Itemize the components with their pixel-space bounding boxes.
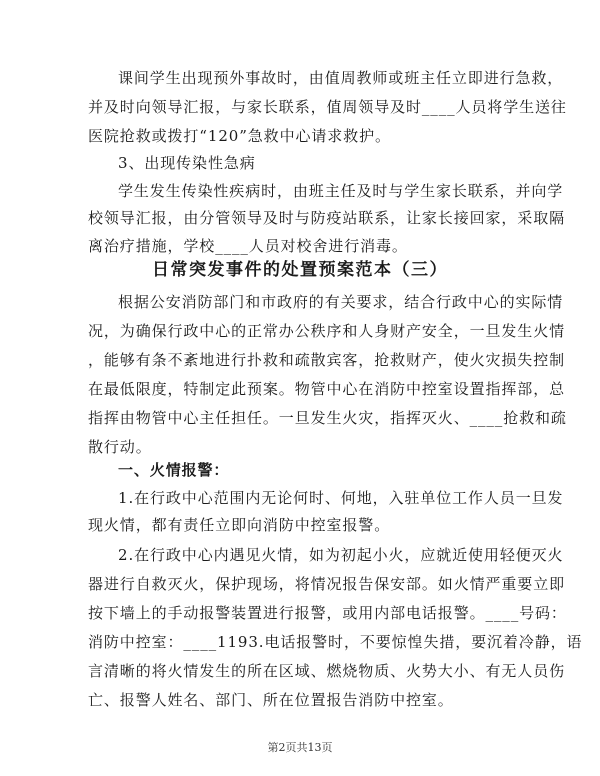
page-footer: 第2页共13页 [267, 741, 333, 754]
paragraph-line: 消防中控室：____1193.电话报警时，不要惊惶失措，要沉着冷静，语 [88, 633, 583, 651]
paragraph-line: 亡、报警人姓名、部门、所在位置报告消防中控室。 [88, 691, 454, 709]
paragraph-line: 2.在行政中心内遇见火情，如为初起小火，应就近使用轻便灭火 [118, 546, 564, 564]
paragraph-line: 按下墙上的手动报警装置进行报警，或用内部电话报警。____号码： [88, 604, 567, 622]
paragraph-line: 指挥由物管中心主任担任。一旦发生火灾，指挥灭火、____抢救和疏 [88, 409, 567, 427]
paragraph-line: 言清晰的将火情发生的所在区域、燃烧物质、火势大小、有无人员伤 [88, 662, 566, 680]
paragraph-line: 离治疗措施，学校____人员对校舍进行消毒。 [88, 237, 408, 255]
paragraph-line: 根据公安消防部门和市政府的有关要求，结合行政中心的实际情 [118, 293, 564, 311]
paragraph-line: 况，为确保行政中心的正常办公秩序和人身财产安全，一旦发生火情 [88, 322, 566, 340]
paragraph-line: 1.在行政中心范围内无论何时、何地，入驻单位工作人员一旦发 [118, 489, 564, 507]
paragraph-line: 校领导汇报，由分管领导及时与防疫站联系，让家长接回家，采取隔 [88, 209, 566, 227]
paragraph-line: 医院抢救或拨打“120”急救中心请求救护。 [88, 127, 391, 145]
section-heading: 一、火情报警： [118, 461, 230, 479]
paragraph-line: 散行动。 [88, 438, 152, 456]
paragraph-line: 器进行自救灭火，保护现场，将情况报告保安部。如火情严重要立即 [88, 575, 566, 593]
paragraph-line: 学生发生传染性疾病时，由班主任及时与学生家长联系，并向学 [118, 182, 564, 200]
paragraph-line: 在最低限度，特制定此预案。物管中心在消防中控室设置指挥部，总 [88, 380, 566, 398]
document-title: 日常突发事件的处置预案范本（三） [152, 260, 448, 280]
paragraph-line: ，能够有条不紊地进行扑救和疏散宾客，抢救财产，使火灾损失控制 [88, 351, 566, 369]
section-heading: 3、出现传染性急病 [118, 154, 256, 172]
paragraph-line: 课间学生出现预外事故时，由值周教师或班主任立即进行急救， [118, 69, 564, 87]
paragraph-line: 现火情，都有责任立即向消防中控室报警。 [88, 516, 391, 534]
paragraph-line: 并及时向领导汇报，与家长联系，值周领导及时____人员将学生送往 [88, 98, 567, 116]
